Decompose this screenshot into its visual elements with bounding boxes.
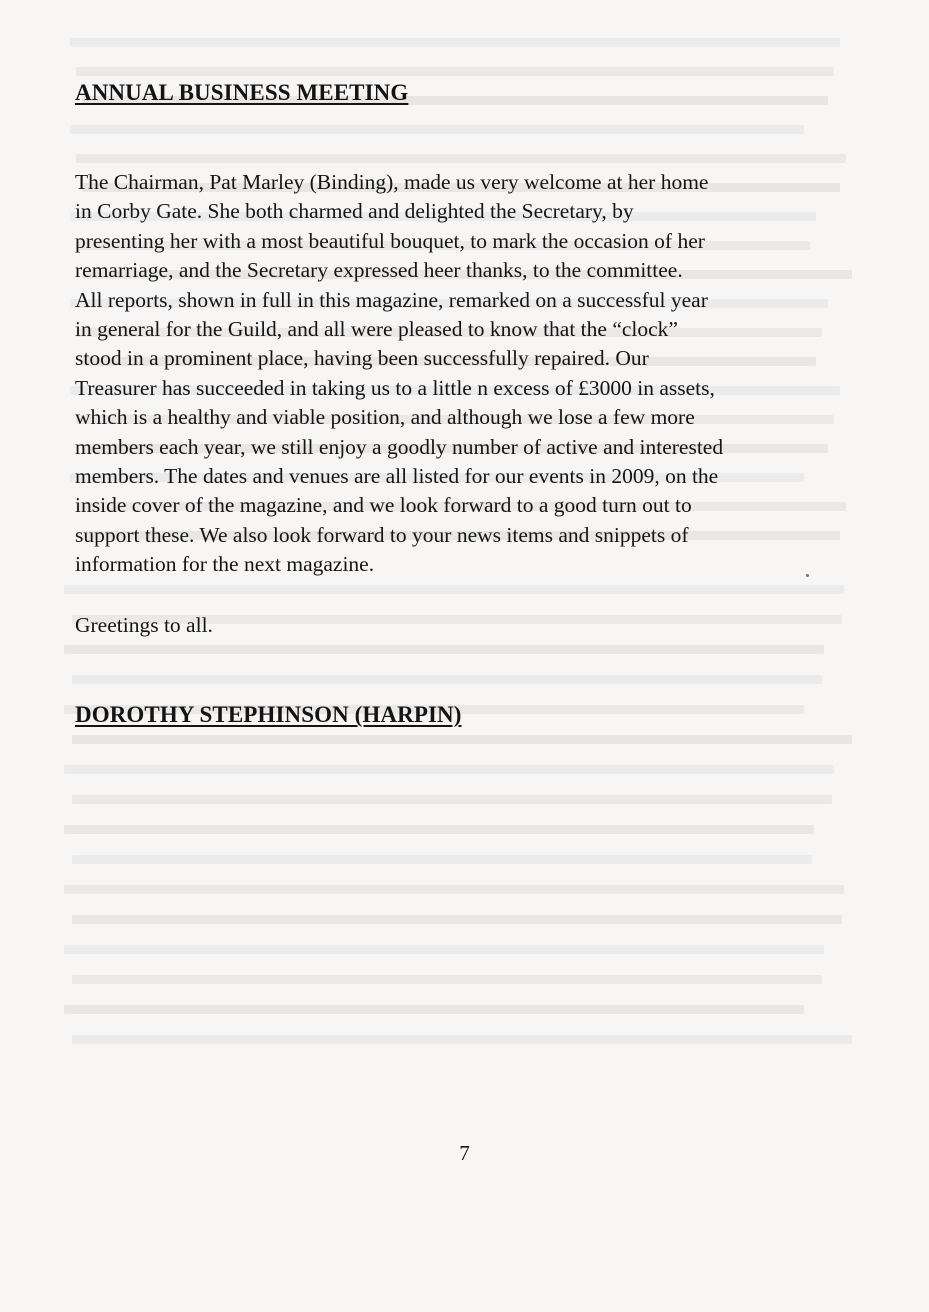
show-through-line xyxy=(72,915,842,924)
body-line: remarriage, and the Secretary expressed heer thanks, to the committee. xyxy=(75,258,683,283)
body-line: in Corby Gate. She both charmed and delighted the Secretary, by xyxy=(75,199,634,224)
show-through-line xyxy=(64,945,824,954)
show-through-line xyxy=(72,795,832,804)
show-through-line xyxy=(64,765,834,774)
show-through-line xyxy=(64,1005,804,1014)
section-heading: ANNUAL BUSINESS MEETING xyxy=(75,80,409,105)
show-through-line xyxy=(64,585,844,594)
greeting-line: Greetings to all. xyxy=(75,613,213,637)
show-through-line xyxy=(76,154,846,163)
show-through-line xyxy=(70,125,804,134)
show-through-line xyxy=(72,1035,852,1044)
body-line: presenting her with a most beautiful bouquet, to mark the occasion of her xyxy=(75,228,705,253)
show-through-line xyxy=(72,735,852,744)
body-line: information for the next magazine. xyxy=(75,552,375,577)
show-through-line xyxy=(70,38,840,47)
body-paragraph xyxy=(75,168,865,580)
body-line: stood in a prominent place, having been successfully repaired. Our xyxy=(75,346,649,371)
show-through-line xyxy=(64,885,844,894)
body-line: The Chairman, Pat Marley (Binding), made us very welcome at her home xyxy=(75,170,709,194)
body-line: which is a healthy and viable position, and although we lose a few more xyxy=(75,405,695,430)
body-line: inside cover of the magazine, and we look forward to a good turn out to xyxy=(75,493,692,518)
body-line: in general for the Guild, and all were pleased to know that the “clock” xyxy=(75,317,678,342)
show-through-line xyxy=(64,825,814,834)
show-through-line xyxy=(72,675,822,684)
show-through-line xyxy=(76,67,834,76)
body-line: support these. We also look forward to your news items and snippets of xyxy=(75,522,689,547)
show-through-line xyxy=(72,975,822,984)
body-line: members each year, we still enjoy a goodly number of active and interested xyxy=(75,434,724,459)
author-signature: DOROTHY STEPHINSON (HARPIN) xyxy=(75,702,462,727)
body-line: Treasurer has succeeded in taking us to a little n excess of £3000 in assets, xyxy=(75,375,715,400)
page-number: 7 xyxy=(459,1141,470,1165)
show-through-line xyxy=(64,645,824,654)
body-line: All reports, shown in full in this magazine, remarked on a successful year xyxy=(75,287,708,312)
body-line: members. The dates and venues are all listed for our events in 2009, on the xyxy=(75,464,719,489)
speck xyxy=(806,574,809,577)
show-through-line xyxy=(72,855,812,864)
